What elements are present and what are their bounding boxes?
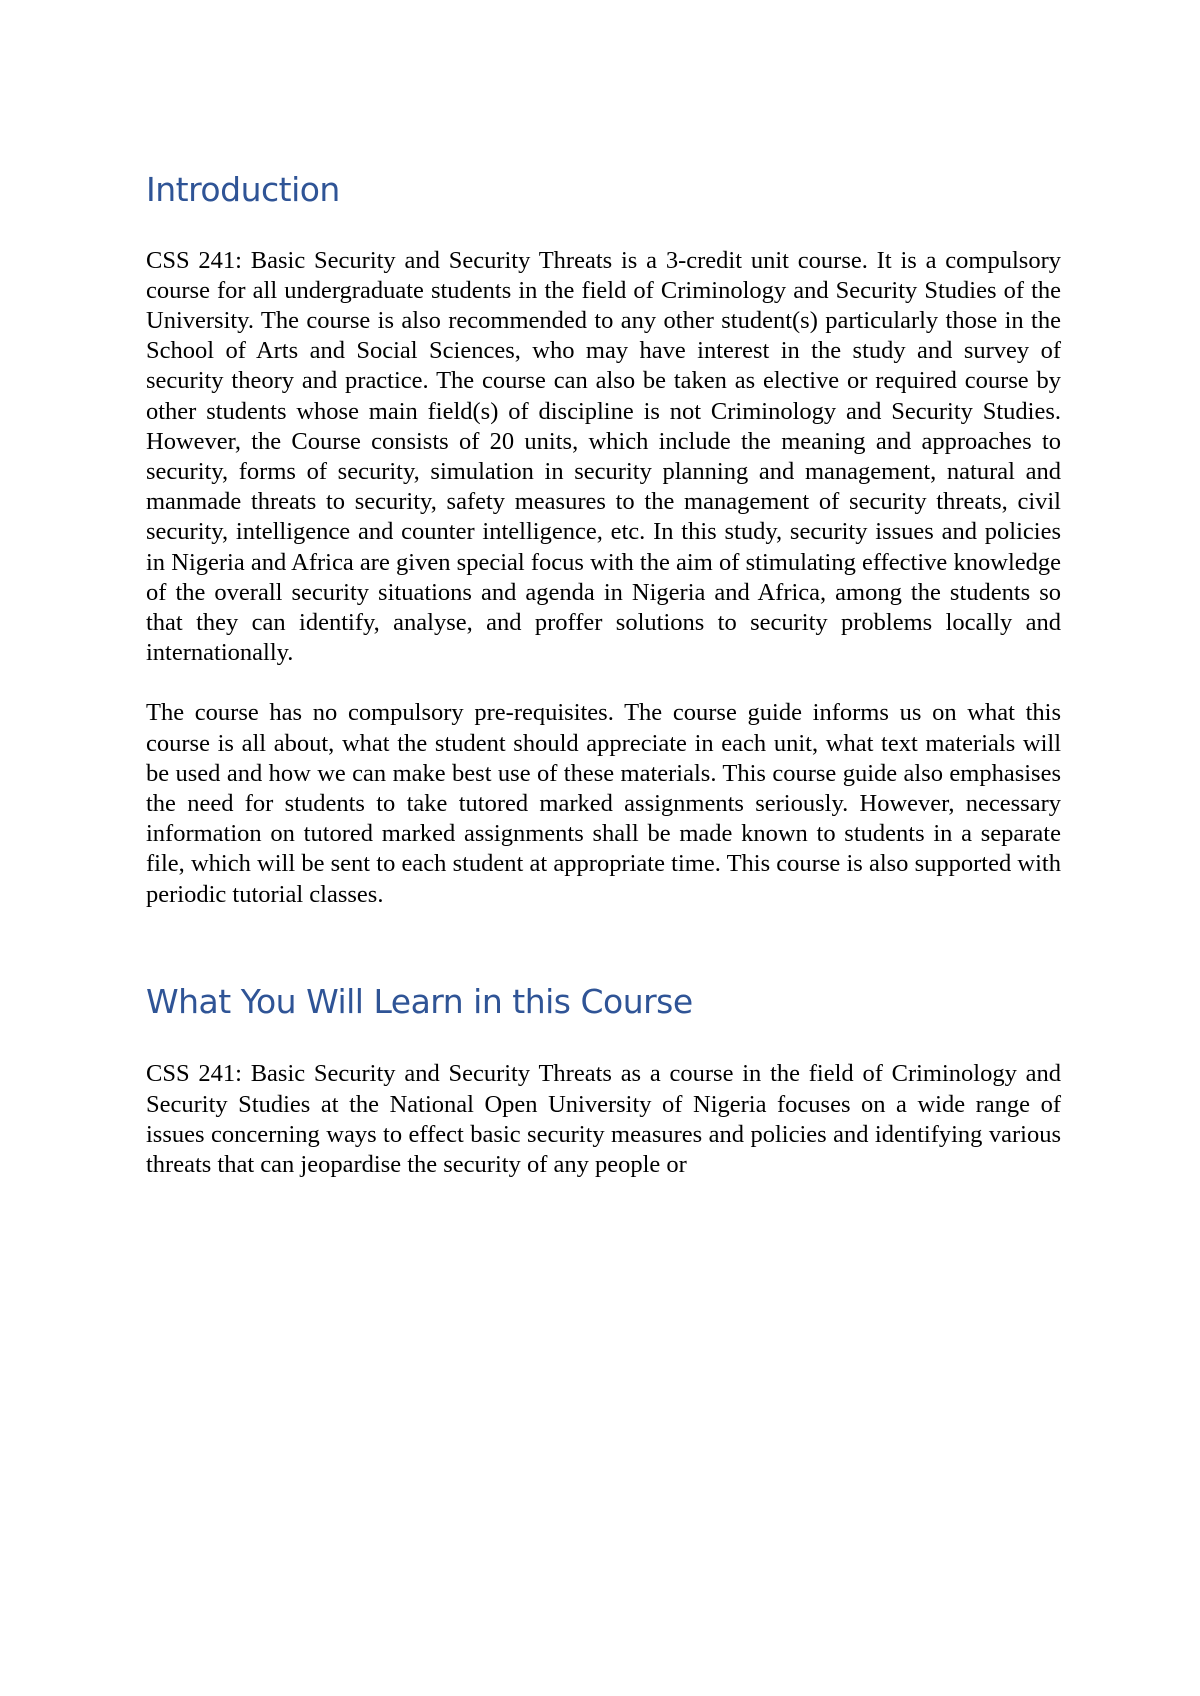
introduction-paragraph-1: CSS 241: Basic Security and Security Threats is a 3-credit unit course. It is a compulsory course for all undergraduate students in the field of Criminology and Security Studies of the University. The course is also recommended to any other student(s) particularly those in the School of Arts and Social Sciences, who may have interest in the study and survey of security theory and practice. The course can also be taken as elective or required course by other students whose main field(s) of discipline is not Criminology and Security Studies. However, the Course consists of 20 units, which include the meaning and approaches to security, forms of security, simulation in security planning and management, natural and manmade threats to security, safety measures to the management of security threats, civil security, intelligence and counter intelligence, etc. In this study, security issues and policies in Nigeria and Africa are given special focus with the aim of stimulating effective knowledge of the overall security situations and agenda in Nigeria and Africa, among the students so that they can identify, analyse, and proffer solutions to security problems locally and internationally. — [146, 246, 1061, 667]
introduction-paragraph-2: The course has no compulsory pre-requisites. The course guide informs us on what this course is all about, what the student should appreciate in each unit, what text materials will be used and how we can make best use of these materials. This course guide also emphasises the need for students to take tutored marked assignments seriously. However, necessary information on tutored marked assignments shall be made known to students in a separate file, which will be sent to each student at appropriate time. This course is also supported with periodic tutorial classes. — [146, 699, 1061, 908]
what-you-will-learn-heading: What You Will Learn in this Course — [146, 981, 693, 1021]
what-you-will-learn-paragraph-1: CSS 241: Basic Security and Security Threats as a course in the field of Criminology and Security Studies at the National Open University of Nigeria focuses on a wide range of issues concerning ways to effect basic security measures and policies and identifying various threats that can jeopardise the security of any people or — [146, 1060, 1061, 1179]
document-content — [146, 170, 1061, 1180]
introduction-heading: Introduction — [146, 170, 340, 209]
